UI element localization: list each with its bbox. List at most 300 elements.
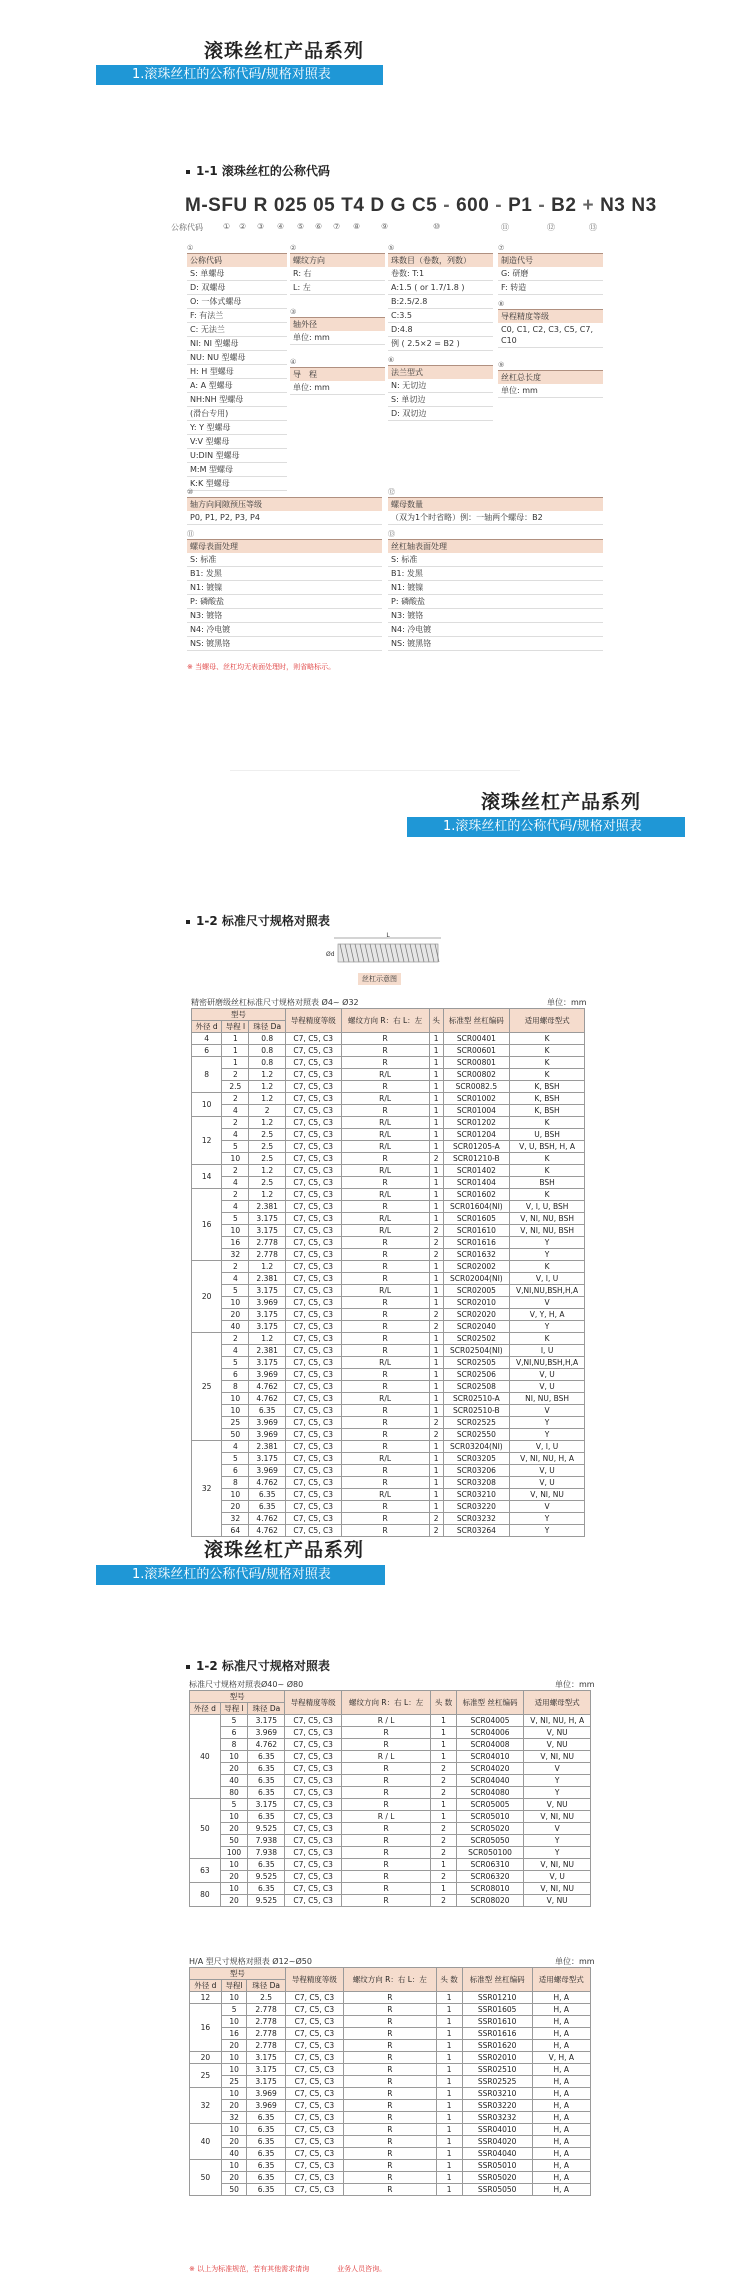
legend-list-3b (388, 379, 493, 421)
table-cell: V (510, 1297, 585, 1309)
table-cell: V, H, A (532, 2052, 590, 2064)
table-row (190, 1727, 591, 1739)
table-cell: V, NI, NU (510, 1489, 585, 1501)
spec-table-2 (189, 1690, 591, 1907)
table-cell: R (341, 1369, 429, 1381)
table-cell: 2 (431, 1823, 456, 1835)
table-cell: 25 (190, 2064, 222, 2088)
table-cell: R (341, 1763, 430, 1775)
table-cell: R (341, 1787, 430, 1799)
legend-row: A: A 型螺母 (187, 379, 287, 393)
table-cell: V, Y, H, A (510, 1309, 585, 1321)
table-cell: SCR06310 (456, 1859, 524, 1871)
table-cell: 10 (222, 1153, 249, 1165)
table-cell: SSR02525 (462, 2076, 532, 2088)
table-header: 导程l (221, 1980, 247, 1992)
table-cell: R (344, 2064, 436, 2076)
table-row (192, 1189, 585, 1201)
table-cell: SCR04040 (456, 1775, 524, 1787)
table-cell: 2 (429, 1513, 443, 1525)
table-cell: V, I, U, BSH (510, 1201, 585, 1213)
table-cell: 1 (429, 1297, 443, 1309)
table-cell: H, A (532, 2136, 590, 2148)
table-cell: 7.938 (248, 1835, 285, 1847)
table-cell: SCR02002 (443, 1261, 510, 1273)
table-cell: SCR01210-B (443, 1153, 510, 1165)
table-cell: SCR03208 (443, 1477, 510, 1489)
table-row (192, 1297, 585, 1309)
table-cell: 10 (222, 1297, 249, 1309)
table-cell: 8 (222, 1477, 249, 1489)
table-row (192, 1429, 585, 1441)
table-cell: 40 (220, 1775, 248, 1787)
table-row (192, 1201, 585, 1213)
table-header-group: 型号 (190, 1691, 285, 1703)
legend-row: S: 标准 (388, 553, 603, 567)
table-header: 外径 d (192, 1021, 222, 1033)
table-cell: 8 (192, 1057, 222, 1093)
table-cell: R (341, 1405, 429, 1417)
table-cell: 2 (431, 1847, 456, 1859)
table-cell: SCR01002 (443, 1093, 510, 1105)
table-cell: R (344, 2136, 436, 2148)
table-cell: 2.381 (249, 1345, 285, 1357)
table-cell: 2.778 (249, 1249, 285, 1261)
table-cell: V, U (510, 1369, 585, 1381)
table-row (192, 1069, 585, 1081)
table-cell: 2 (222, 1069, 249, 1081)
table-cell: R (341, 1441, 429, 1453)
legend-list-5a (187, 511, 382, 525)
table-cell: 5 (221, 2004, 247, 2016)
table-cell: 6.35 (247, 2172, 285, 2184)
table-cell: 2 (429, 1309, 443, 1321)
table-cell: 10 (221, 1992, 247, 2004)
table-cell: K (510, 1069, 585, 1081)
table-cell: 1 (429, 1189, 443, 1201)
table-cell: R (341, 1273, 429, 1285)
table-cell: C7, C5, C3 (285, 1871, 342, 1883)
table-cell: 1 (429, 1357, 443, 1369)
table-cell: SCR02505 (443, 1357, 510, 1369)
table-cell: 1 (429, 1501, 443, 1513)
table-cell: H, A (532, 2088, 590, 2100)
table-cell: C7, C5, C3 (285, 2016, 343, 2028)
table-cell: R/L (341, 1069, 429, 1081)
table-cell: 0.8 (249, 1057, 285, 1069)
table-cell: 2.5 (249, 1177, 285, 1189)
table-row (190, 2124, 591, 2136)
section1-bar: 1.滚珠丝杠的公称代码/规格对照表 (96, 65, 383, 85)
table-cell: K (510, 1045, 585, 1057)
table-cell: H, A (532, 2172, 590, 2184)
table-cell: 0.8 (249, 1045, 285, 1057)
table-header: 导程精度等级 (285, 1691, 342, 1715)
table-cell: 6.35 (249, 1489, 285, 1501)
table-header: 适用螺母型式 (532, 1968, 590, 1992)
legend-row: Y: Y 型螺母 (187, 421, 287, 435)
table-cell: V, NU (524, 1739, 591, 1751)
table-cell: 1 (436, 2100, 462, 2112)
legend-row: （双为1个时省略）例：一轴两个螺母：B2 (388, 511, 603, 525)
table-cell: SCR02550 (443, 1429, 510, 1441)
legend-row: P0, P1, P2, P3, P4 (187, 511, 382, 525)
table-cell: SCR00801 (443, 1057, 510, 1069)
table-row (190, 1811, 591, 1823)
table-cell: 16 (192, 1189, 222, 1261)
table-cell: 3.175 (249, 1225, 285, 1237)
table-header: 标准型 丝杠编码 (443, 1009, 510, 1033)
table-row (192, 1513, 585, 1525)
table-cell: R/L (341, 1453, 429, 1465)
table-cell: 5 (222, 1285, 249, 1297)
table-cell: 1 (222, 1033, 249, 1045)
table-header: 标准型 丝杠编码 (456, 1691, 524, 1715)
table-cell: H, A (532, 2076, 590, 2088)
table-cell: R (341, 1859, 430, 1871)
table-cell: R/L (341, 1141, 429, 1153)
table-header: 头 数 (436, 1968, 462, 1992)
table-cell: R (344, 2040, 436, 2052)
table-cell: K, BSH (510, 1105, 585, 1117)
table-cell: R (341, 1177, 429, 1189)
legend-row: D: 双螺母 (187, 281, 287, 295)
table-cell: 6.35 (248, 1787, 285, 1799)
table-row (192, 1453, 585, 1465)
table-cell: SCR00802 (443, 1069, 510, 1081)
table-cell: 1 (431, 1811, 456, 1823)
table-cell: C7, C5, C3 (285, 2040, 343, 2052)
table-cell: 4 (222, 1177, 249, 1189)
table-cell: 2 (222, 1261, 249, 1273)
table-row (190, 2112, 591, 2124)
code-token: G (390, 195, 406, 216)
table-cell: 2.5 (222, 1081, 249, 1093)
legend-row: NI: NI 型螺母 (187, 337, 287, 351)
table-cell: 40 (221, 2148, 247, 2160)
table-cell: 6 (192, 1045, 222, 1057)
table-cell: SCR00401 (443, 1033, 510, 1045)
table-cell: 2 (431, 1775, 456, 1787)
table-cell: H, A (532, 2004, 590, 2016)
table-cell: 1 (436, 1992, 462, 2004)
table-cell: 40 (190, 2124, 222, 2160)
table-cell: 5 (222, 1357, 249, 1369)
table-row (190, 2016, 591, 2028)
table-cell: R (341, 1871, 430, 1883)
table-cell: 1 (429, 1129, 443, 1141)
table-cell: R (344, 2172, 436, 2184)
table-cell: Y (510, 1321, 585, 1333)
table-cell: 8 (222, 1381, 249, 1393)
table-cell: 6.35 (247, 2124, 285, 2136)
table-cell: 1 (222, 1057, 249, 1069)
table-cell: 1.2 (249, 1165, 285, 1177)
table-row (190, 1787, 591, 1799)
table-cell: C7, C5, C3 (285, 1393, 341, 1405)
table-cell: C7, C5, C3 (285, 1417, 341, 1429)
table-cell: 2 (429, 1249, 443, 1261)
table-row (192, 1129, 585, 1141)
legend-row: L: 左 (290, 281, 385, 295)
table-cell: 1 (429, 1201, 443, 1213)
table-cell: C7, C5, C3 (285, 1405, 341, 1417)
table-cell: 32 (222, 1513, 249, 1525)
table-cell: K (510, 1057, 585, 1069)
table-cell: 8 (220, 1739, 248, 1751)
table-row (190, 1799, 591, 1811)
table-row (192, 1261, 585, 1273)
table-cell: H, A (532, 2100, 590, 2112)
table-cell: SCR03264 (443, 1525, 510, 1537)
table-header: 标准型 丝杠编码 (462, 1968, 532, 1992)
table1-unit: 单位：mm (547, 998, 587, 1007)
table-cell: C7, C5, C3 (285, 2004, 343, 2016)
table-cell: R/L (341, 1093, 429, 1105)
table-cell: 16 (190, 2004, 222, 2052)
table-cell: R/L (341, 1213, 429, 1225)
table-cell: SSR01610 (462, 2016, 532, 2028)
legend-row: 单位: mm (290, 331, 385, 345)
table-cell: 6.35 (248, 1775, 285, 1787)
table-cell: R (341, 1321, 429, 1333)
table2-caption: 标准尺寸规格对照表Ø40~ Ø80 (189, 1680, 304, 1689)
table-cell: Y (510, 1237, 585, 1249)
table-header: 螺纹方向 R：右 L：左 (341, 1009, 429, 1033)
table-cell: 4 (222, 1201, 249, 1213)
table-cell: 20 (220, 1763, 248, 1775)
table-cell: C7, C5, C3 (285, 1345, 341, 1357)
table-row (192, 1033, 585, 1045)
table-cell: SCR02004(NI) (443, 1273, 510, 1285)
table-row (190, 1895, 591, 1907)
table-cell: 1 (436, 2184, 462, 2196)
table-header: 珠径 Da (247, 1980, 285, 1992)
table-cell: 4 (222, 1273, 249, 1285)
table-cell: 25 (222, 1417, 249, 1429)
table-row (190, 1823, 591, 1835)
table-cell: 9.525 (248, 1871, 285, 1883)
table-cell: 1 (429, 1333, 443, 1345)
code-marker: ⑪ (501, 223, 509, 232)
table-row (190, 1847, 591, 1859)
table-cell: 1 (436, 2028, 462, 2040)
table-row (192, 1273, 585, 1285)
table-cell: 1 (436, 2076, 462, 2088)
table-cell: 2 (429, 1417, 443, 1429)
table-cell: SSR05050 (462, 2184, 532, 2196)
table-cell: 2.778 (247, 2028, 285, 2040)
table-cell: C7, C5, C3 (285, 1835, 342, 1847)
table-cell: C7, C5, C3 (285, 1381, 341, 1393)
table-cell: Y (524, 1847, 591, 1859)
table-row (190, 1739, 591, 1751)
table-cell: 1 (429, 1141, 443, 1153)
table-cell: 1 (429, 1453, 443, 1465)
table-cell: C7, C5, C3 (285, 1297, 341, 1309)
table-cell: 16 (222, 1237, 249, 1249)
table-cell: 10 (222, 1405, 249, 1417)
table-cell: 10 (221, 2064, 247, 2076)
table-cell: 10 (220, 1751, 248, 1763)
table-cell: 6 (222, 1465, 249, 1477)
table-cell: 1 (431, 1799, 456, 1811)
table-cell: R (341, 1057, 429, 1069)
table-cell: 1 (436, 2052, 462, 2064)
table-cell: 14 (192, 1165, 222, 1189)
table-row (192, 1441, 585, 1453)
table-cell: R (341, 1345, 429, 1357)
table-cell: R/L (341, 1285, 429, 1297)
table-cell: C7, C5, C3 (285, 2064, 343, 2076)
table-row (192, 1225, 585, 1237)
table-cell: SCR01632 (443, 1249, 510, 1261)
table-cell: C7, C5, C3 (285, 1273, 341, 1285)
table-cell: R (341, 1261, 429, 1273)
code-separator: + (582, 195, 595, 216)
table-cell: 1 (429, 1441, 443, 1453)
section2-title: 滚珠丝杠产品系列 (481, 791, 642, 813)
table-cell: 1 (429, 1477, 443, 1489)
section1-title: 滚珠丝杠产品系列 (204, 40, 365, 62)
table-cell: R (341, 1201, 429, 1213)
table-cell: 1 (429, 1393, 443, 1405)
legend-list-6b (388, 553, 603, 651)
code-marker: ⑩ (433, 222, 441, 231)
table-cell: 6.35 (249, 1405, 285, 1417)
table-cell: SCR01402 (443, 1165, 510, 1177)
table-cell: 1 (436, 2172, 462, 2184)
table-cell: V,NI,NU,BSH,H,A (510, 1285, 585, 1297)
table-row (192, 1345, 585, 1357)
table-cell: V, I, U (510, 1441, 585, 1453)
table-row (190, 2076, 591, 2088)
table-cell: SCR01604(NI) (443, 1201, 510, 1213)
table-cell: 20 (221, 2040, 247, 2052)
table-cell: 1 (436, 2124, 462, 2136)
table-cell: Y (524, 1835, 591, 1847)
code-separator: - (538, 195, 546, 216)
table-cell: C7, C5, C3 (285, 1751, 342, 1763)
legend-row: C0, C1, C2, C3, C5, C7, C10 (498, 323, 603, 348)
table-cell: SCR02510-B (443, 1405, 510, 1417)
table-cell: SCR05010 (456, 1811, 524, 1823)
legend-row: N4: 冷电镀 (187, 623, 382, 637)
table-cell: 2.5 (249, 1141, 285, 1153)
table-cell: 32 (221, 2112, 247, 2124)
table-cell: 5 (222, 1213, 249, 1225)
table-row (192, 1321, 585, 1333)
legend-row: (滑台专用) (187, 407, 287, 421)
table-cell: BSH (510, 1177, 585, 1189)
table-row (192, 1105, 585, 1117)
table-cell: K (510, 1153, 585, 1165)
table-cell: V, NI, NU (524, 1751, 591, 1763)
table-cell: 1 (429, 1177, 443, 1189)
table-cell: 6.35 (247, 2112, 285, 2124)
table-cell: 1 (429, 1033, 443, 1045)
legend-row: B1: 发黑 (388, 567, 603, 581)
table-cell: V (510, 1501, 585, 1513)
table-cell: 50 (221, 2184, 247, 2196)
table-cell: 2 (429, 1153, 443, 1165)
table-cell: 10 (221, 2124, 247, 2136)
table-row (190, 2052, 591, 2064)
table-cell: V, NU (524, 1895, 591, 1907)
table-cell: 1 (436, 2064, 462, 2076)
table-cell: V (524, 1823, 591, 1835)
code-token: N3 (631, 195, 657, 216)
table-cell: R (341, 1309, 429, 1321)
legend-row: S: 单螺母 (187, 267, 287, 281)
table-cell: R (341, 1727, 430, 1739)
table-cell: 1 (431, 1883, 456, 1895)
section3-title: 滚珠丝杠产品系列 (204, 1539, 365, 1561)
legend-list-5b (187, 553, 382, 651)
table-row (192, 1141, 585, 1153)
legend-row: P: 磷酸盐 (187, 595, 382, 609)
table-cell: SCR01616 (443, 1237, 510, 1249)
table-cell: C7, C5, C3 (285, 2184, 343, 2196)
table-cell: K (510, 1033, 585, 1045)
table-header: 头 数 (431, 1691, 456, 1715)
table-cell: SCR02504(NI) (443, 1345, 510, 1357)
table-cell: R (341, 1045, 429, 1057)
table-cell: 1 (431, 1751, 456, 1763)
table-cell: 1 (429, 1381, 443, 1393)
table-cell: R (341, 1153, 429, 1165)
table1-caption: 精密研磨级丝杠标准尺寸规格对照表 Ø4~ Ø32 (191, 998, 359, 1007)
table-cell: 64 (222, 1525, 249, 1537)
table-cell: 6.35 (248, 1859, 285, 1871)
table-cell: SSR05020 (462, 2172, 532, 2184)
table-cell: 1 (429, 1045, 443, 1057)
table-header: 螺纹方向 R：右 L：左 (344, 1968, 436, 1992)
table-cell: SCR03204(NI) (443, 1441, 510, 1453)
table-cell: SCR04005 (456, 1715, 524, 1727)
table-cell: 6.35 (248, 1811, 285, 1823)
table-cell: C7, C5, C3 (285, 1763, 342, 1775)
table-cell: C7, C5, C3 (285, 1883, 342, 1895)
table-cell: 1 (429, 1465, 443, 1477)
legend-list-4a (498, 267, 603, 295)
table-cell: R (344, 2016, 436, 2028)
table-row (192, 1177, 585, 1189)
table-cell: 10 (220, 1859, 248, 1871)
table-cell: 1.2 (249, 1069, 285, 1081)
table-cell: 3.175 (247, 2064, 285, 2076)
table-cell: 2 (429, 1225, 443, 1237)
table-cell: NI, NU, BSH (510, 1393, 585, 1405)
table-cell: R (344, 2184, 436, 2196)
table-cell: R (344, 2052, 436, 2064)
table-cell: SCR06320 (456, 1871, 524, 1883)
table-header: 导程精度等级 (285, 1968, 343, 1992)
legend-row: V:V 型螺母 (187, 435, 287, 449)
table-cell: R (341, 1429, 429, 1441)
table-row (192, 1381, 585, 1393)
table-cell: 3.175 (248, 1715, 285, 1727)
table-cell: 1 (436, 2160, 462, 2172)
table-cell: 2.381 (249, 1441, 285, 1453)
table-cell: 50 (190, 1799, 221, 1859)
code-separator: - (443, 195, 451, 216)
table-cell: R (344, 2076, 436, 2088)
table-cell: 4.762 (249, 1477, 285, 1489)
table-cell: H, A (532, 2064, 590, 2076)
table-cell: C7, C5, C3 (285, 2172, 343, 2184)
table-cell: 10 (220, 1811, 248, 1823)
